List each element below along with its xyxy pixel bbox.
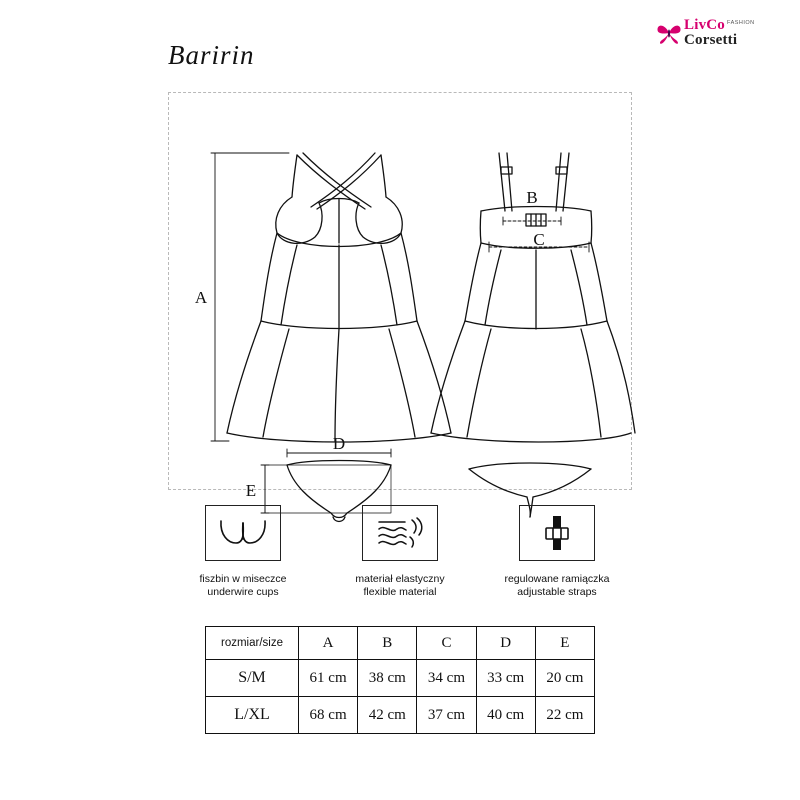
cell-e: 20 cm xyxy=(535,660,594,697)
feature-adjustable-straps xyxy=(482,505,632,599)
feature-label-flexible: materiał elastyczny flexible material xyxy=(355,573,445,598)
table-header-d: D xyxy=(476,627,535,660)
row-size-label: L/XL xyxy=(206,697,299,734)
technical-drawing-frame xyxy=(168,92,632,500)
brand-superscript: FASHION xyxy=(727,20,755,26)
adjustable-straps-icon-box xyxy=(519,505,595,561)
dimension-label-c: C xyxy=(533,230,545,249)
cell-d: 40 cm xyxy=(476,697,535,734)
cell-c: 34 cm xyxy=(417,660,476,697)
table-header-row xyxy=(206,627,595,660)
dimension-label-e: E xyxy=(245,481,257,500)
dimension-label-b: B xyxy=(526,188,538,207)
page-title: Baririn xyxy=(168,40,255,70)
cell-a: 61 cm xyxy=(299,660,358,697)
underwire-cups-icon-box xyxy=(205,505,281,561)
cell-a: 68 cm xyxy=(299,697,358,734)
dimension-label-a: A xyxy=(194,288,208,307)
cell-b: 42 cm xyxy=(358,697,417,734)
feature-label-straps: regulowane ramiączka adjustable straps xyxy=(504,573,610,598)
table-header-e: E xyxy=(535,627,594,660)
size-table xyxy=(205,626,595,734)
table-row xyxy=(206,697,595,734)
flexible-material-icon-box xyxy=(362,505,438,561)
technical-drawing xyxy=(169,93,631,500)
feature-flexible-material xyxy=(325,505,475,599)
table-header-a: A xyxy=(299,627,358,660)
dimension-label-d: D xyxy=(332,434,346,453)
table-header-c: C xyxy=(417,627,476,660)
underwire-cups-icon xyxy=(216,517,270,549)
table-header-b: B xyxy=(358,627,417,660)
feature-list xyxy=(168,505,632,599)
brand-logo xyxy=(662,18,772,48)
flexible-material-icon xyxy=(373,515,427,551)
cell-d: 33 cm xyxy=(476,660,535,697)
row-size-label: S/M xyxy=(206,660,299,697)
brand-name-secondary: Corsetti xyxy=(684,32,738,48)
table-row xyxy=(206,660,595,697)
butterfly-logo-icon xyxy=(656,20,682,46)
cell-e: 22 cm xyxy=(535,697,594,734)
adjustable-straps-icon xyxy=(532,514,582,552)
cell-b: 38 cm xyxy=(358,660,417,697)
table-header-size: rozmiar/size xyxy=(206,627,299,660)
feature-label-underwire: fiszbin w miseczce underwire cups xyxy=(199,573,287,598)
brand-name-primary: LivCo xyxy=(684,17,726,33)
cell-c: 37 cm xyxy=(417,697,476,734)
feature-underwire-cups xyxy=(168,505,318,599)
